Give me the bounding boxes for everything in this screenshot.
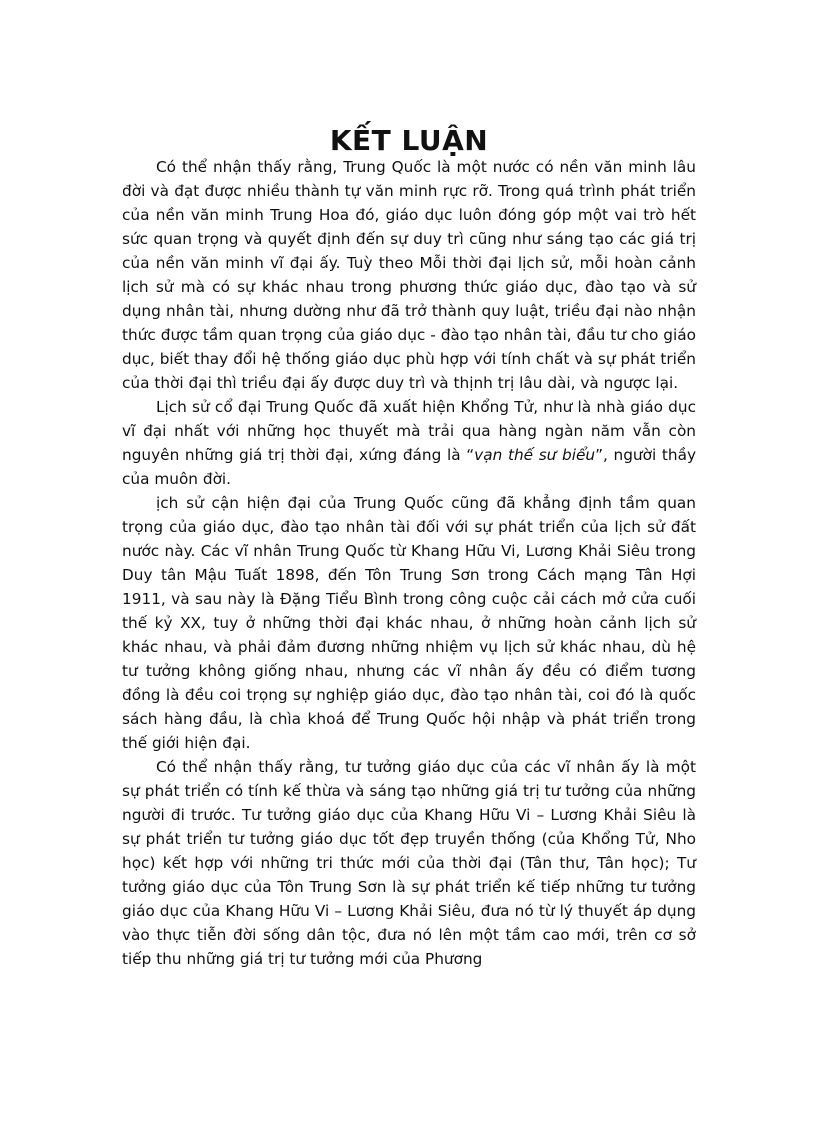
- page-title: KẾT LUẬN: [329, 124, 489, 157]
- document-page: [122, 124, 696, 971]
- paragraph-3: ịch sử cận hiện đại của Trung Quốc cũng đã khẳng định tầm quan trọng của giáo dục, đào tạo nhân tài đối với sự phát triển của lịch sử đất nước này. Các vĩ nhân Trung Quốc từ Khang Hữu Vi, Lương Khải Siêu trong Duy tân Mậu Tuất 1898, đến Tôn Trung Sơn trong Cách mạng Tân Hợi 1911, và sau này là Đặng Tiểu Bình trong công cuộc cải cách mở cửa cuối thế kỷ XX, tuy ở những thời đại khác nhau, ở những hoàn cảnh lịch sử khác nhau, và phải đảm đương những nhiệm vụ lịch sử khác nhau, dù hệ tư tưởng không giống nhau, nhưng các vĩ nhân ấy đều có điểm tương đồng là đều coi trọng sự nghiệp giáo dục, đào tạo nhân tài, coi đó là quốc sách hàng đầu, là chìa khoá để Trung Quốc hội nhập và phát triển trong thế giới hiện đại.: [122, 494, 696, 752]
- paragraph-2-text-before: Lịch sử cổ đại Trung Quốc đã xuất hiện Khổng Tử, như là nhà giáo dục vĩ đại nhất với những học thuyết mà trải qua hàng ngàn năm vẫn còn nguyên những giá trị thời đại, xứng đáng là “: [122, 398, 696, 464]
- paragraph-2-text-after: ”, người thầy của muôn đời.: [122, 446, 697, 488]
- paragraph-2-italic-phrase: vạn thế sư biểu: [474, 446, 596, 464]
- paragraph-1: Có thể nhận thấy rằng, Trung Quốc là một nước có nền văn minh lâu đời và đạt được nhiều thành tự văn minh rực rỡ. Trong quá trình phát triển của nền văn minh Trung Hoa đó, giáo dục luôn đóng góp một vai trò hết sức quan trọng và quyết định đến sự duy trì cũng như sáng tạo các giá trị của nền văn minh vĩ đại ấy. Tuỳ theo Mỗi thời đại lịch sử, mỗi hoàn cảnh lịch sử mà có sự khác nhau trong phương thức giáo dục, đào tạo và sử dụng nhân tài, nhưng dường như đã trở thành quy luật, triều đại nào nhận thức được tầm quan trọng của giáo dục - đào tạo nhân tài, đầu tư cho giáo dục, biết thay đổi hệ thống giáo dục phù hợp với tính chất và sự phát triển của thời đại thì triều đại ấy được duy trì và thịnh trị lâu dài, và ngược lại.: [122, 158, 696, 392]
- paragraph-4: Có thể nhận thấy rằng, tư tưởng giáo dục của các vĩ nhân ấy là một sự phát triển có tính kế thừa và sáng tạo những giá trị tư tưởng của những người đi trước. Tư tưởng giáo dục của Khang Hữu Vi – Lương Khải Siêu là sự phát triển tư tưởng giáo dục tốt đẹp truyền thống (của Khổng Tử, Nho học) kết hợp với những tri thức mới của thời đại (Tân thư, Tân học); Tư tưởng giáo dục của Tôn Trung Sơn là sự phát triển kế tiếp những tư tưởng giáo dục của Khang Hữu Vi – Lương Khải Siêu, đưa nó từ lý thuyết áp dụng vào thực tiễn đời sống dân tộc, đưa nó lên một tầm cao mới, trên cơ sở tiếp thu những giá trị tư tưởng mới của Phương: [122, 758, 696, 968]
- paragraph-2: [122, 395, 696, 491]
